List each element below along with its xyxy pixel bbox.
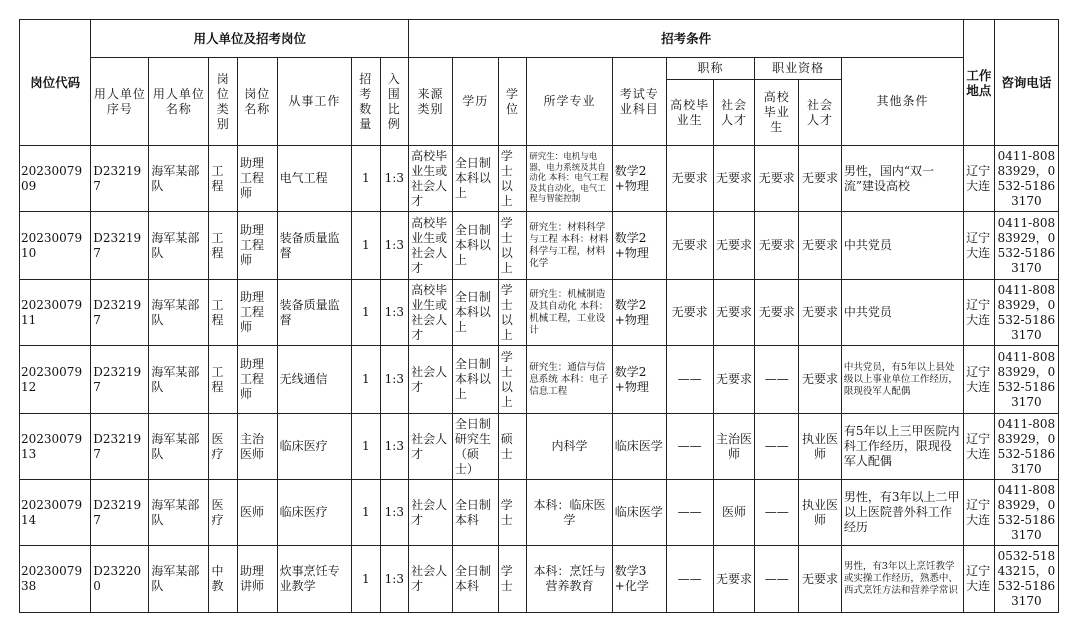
education-cell: 全日制本科以上 <box>452 280 498 346</box>
header-qual-social: 社会人才 <box>799 80 842 146</box>
major-cell: 本科：烹饪与营养教育 <box>527 546 613 613</box>
post-name-cell: 助理讲师 <box>237 546 277 613</box>
table-row <box>20 280 1059 346</box>
unit-seq-cell: D232197 <box>91 480 149 546</box>
education-cell: 全日制本科以上 <box>452 146 498 212</box>
header-unit-seq: 用人单位序号 <box>91 58 149 146</box>
post-name-cell: 主治医师 <box>237 414 277 480</box>
ratio-cell: 1:3 <box>380 546 409 613</box>
table-row <box>20 546 1059 613</box>
work-place-cell: 辽宁大连 <box>964 280 995 346</box>
title-social-cell: 主治医师 <box>713 414 755 480</box>
ratio-cell: 1:3 <box>380 146 409 212</box>
qual-social-cell: 无要求 <box>799 346 842 414</box>
other-cell: 中共党员 <box>841 212 963 280</box>
unit-seq-cell: D232197 <box>91 414 149 480</box>
title-social-cell: 无要求 <box>713 212 755 280</box>
phone-cell: 0411-80883929，0532-51863170 <box>994 414 1058 480</box>
title-graduate-cell: —— <box>666 480 713 546</box>
post-name-cell: 助理工程师 <box>237 146 277 212</box>
major-cell: 内科学 <box>527 414 613 480</box>
unit-seq-cell: D232197 <box>91 146 149 212</box>
header-qual-graduate: 高校毕业生 <box>755 80 799 146</box>
post-type-cell: 工程 <box>209 146 238 212</box>
post-type-cell: 医疗 <box>209 480 238 546</box>
title-social-cell: 医师 <box>713 480 755 546</box>
other-cell: 有5年以上三甲医院内科工作经历，限现役军人配偶 <box>841 414 963 480</box>
title-social-cell: 无要求 <box>713 146 755 212</box>
work-cell: 装备质量监督 <box>277 280 351 346</box>
header-title-group: 职称 <box>666 58 755 80</box>
table-row <box>20 346 1059 414</box>
work-cell: 无线通信 <box>277 346 351 414</box>
phone-cell: 0411-80883929，0532-51863170 <box>994 212 1058 280</box>
unit-seq-cell: D232200 <box>91 546 149 613</box>
title-graduate-cell: 无要求 <box>666 280 713 346</box>
table-row <box>20 414 1059 480</box>
exam-cell: 数学2+物理 <box>612 280 666 346</box>
other-cell: 男性，有3年以上烹饪教学或实操工作经历，熟悉中、西式烹饪方法和营养学常识 <box>841 546 963 613</box>
table-header <box>20 20 1059 146</box>
header-source: 来源类别 <box>409 58 453 146</box>
header-post-type: 岗位类别 <box>209 58 238 146</box>
count-cell: 1 <box>352 146 381 212</box>
work-cell: 装备质量监督 <box>277 212 351 280</box>
source-cell: 高校毕业生或社会人才 <box>409 212 453 280</box>
count-cell: 1 <box>352 480 381 546</box>
education-cell: 全日制本科 <box>452 546 498 613</box>
degree-cell: 学士以上 <box>498 212 527 280</box>
unit-name-cell: 海军某部队 <box>149 414 209 480</box>
source-cell: 高校毕业生或社会人才 <box>409 146 453 212</box>
qual-graduate-cell: —— <box>755 414 799 480</box>
header-count: 招考数量 <box>352 58 381 146</box>
header-title-social: 社会人才 <box>713 80 755 146</box>
unit-name-cell: 海军某部队 <box>149 280 209 346</box>
count-cell: 1 <box>352 346 381 414</box>
major-cell: 研究生：机械制造及其自动化 本科：机械工程，工业设计 <box>527 280 613 346</box>
qual-graduate-cell: —— <box>755 480 799 546</box>
exam-cell: 数学2+物理 <box>612 346 666 414</box>
header-consult-phone: 咨询电话 <box>994 20 1058 146</box>
unit-name-cell: 海军某部队 <box>149 546 209 613</box>
header-unit-group: 用人单位及招考岗位 <box>91 20 409 58</box>
qual-social-cell: 无要求 <box>799 146 842 212</box>
count-cell: 1 <box>352 546 381 613</box>
exam-cell: 数学2+物理 <box>612 212 666 280</box>
major-cell: 研究生：电机与电器，电力系统及其自动化 本科：电气工程及其自动化，电气工程与智能控制 <box>527 146 613 212</box>
qual-social-cell: 无要求 <box>799 280 842 346</box>
education-cell: 全日制本科 <box>452 480 498 546</box>
degree-cell: 硕士 <box>498 414 527 480</box>
post-name-cell: 助理工程师 <box>237 280 277 346</box>
ratio-cell: 1:3 <box>380 480 409 546</box>
unit-seq-cell: D232197 <box>91 212 149 280</box>
ratio-cell: 1:3 <box>380 346 409 414</box>
post-code-cell: 2023007913 <box>20 414 91 480</box>
unit-name-cell: 海军某部队 <box>149 212 209 280</box>
work-place-cell: 辽宁大连 <box>964 414 995 480</box>
other-cell: 男性，有3年以上二甲以上医院普外科工作经历 <box>841 480 963 546</box>
work-place-cell: 辽宁大连 <box>964 212 995 280</box>
header-ratio: 入围比例 <box>380 58 409 146</box>
phone-cell: 0532-51843215，0532-51863170 <box>994 546 1058 613</box>
header-post-name: 岗位名称 <box>237 58 277 146</box>
header-qual-group: 职业资格 <box>755 58 842 80</box>
post-name-cell: 医师 <box>237 480 277 546</box>
title-social-cell: 无要求 <box>713 346 755 414</box>
header-post-code: 岗位代码 <box>20 20 91 146</box>
unit-name-cell: 海军某部队 <box>149 346 209 414</box>
count-cell: 1 <box>352 280 381 346</box>
ratio-cell: 1:3 <box>380 212 409 280</box>
qual-graduate-cell: 无要求 <box>755 212 799 280</box>
degree-cell: 学士以上 <box>498 280 527 346</box>
header-condition-group: 招考条件 <box>409 20 964 58</box>
header-degree: 学位 <box>498 58 527 146</box>
title-graduate-cell: 无要求 <box>666 212 713 280</box>
unit-seq-cell: D232197 <box>91 280 149 346</box>
education-cell: 全日制研究生（硕士） <box>452 414 498 480</box>
title-graduate-cell: —— <box>666 414 713 480</box>
exam-cell: 临床医学 <box>612 480 666 546</box>
work-cell: 临床医疗 <box>277 414 351 480</box>
post-type-cell: 医疗 <box>209 414 238 480</box>
degree-cell: 学士 <box>498 546 527 613</box>
source-cell: 社会人才 <box>409 480 453 546</box>
header-education: 学历 <box>452 58 498 146</box>
other-cell: 男性，国内“双一流”建设高校 <box>841 146 963 212</box>
post-type-cell: 中教 <box>209 546 238 613</box>
table-row <box>20 480 1059 546</box>
phone-cell: 0411-80883929，0532-51863170 <box>994 346 1058 414</box>
unit-seq-cell: D232197 <box>91 346 149 414</box>
major-cell: 本科：临床医学 <box>527 480 613 546</box>
work-cell: 炊事烹饪专业教学 <box>277 546 351 613</box>
post-type-cell: 工程 <box>209 280 238 346</box>
exam-cell: 临床医学 <box>612 414 666 480</box>
degree-cell: 学士以上 <box>498 146 527 212</box>
header-exam: 考试专业科目 <box>612 58 666 146</box>
post-code-cell: 2023007909 <box>20 146 91 212</box>
source-cell: 社会人才 <box>409 414 453 480</box>
header-unit-name: 用人单位名称 <box>149 58 209 146</box>
phone-cell: 0411-80883929，0532-51863170 <box>994 480 1058 546</box>
work-place-cell: 辽宁大连 <box>964 346 995 414</box>
unit-name-cell: 海军某部队 <box>149 480 209 546</box>
work-cell: 临床医疗 <box>277 480 351 546</box>
count-cell: 1 <box>352 212 381 280</box>
work-cell: 电气工程 <box>277 146 351 212</box>
header-other: 其他条件 <box>841 58 963 146</box>
count-cell: 1 <box>352 414 381 480</box>
qual-social-cell: 执业医师 <box>799 480 842 546</box>
qual-graduate-cell: —— <box>755 546 799 613</box>
post-code-cell: 2023007914 <box>20 480 91 546</box>
title-social-cell: 无要求 <box>713 546 755 613</box>
major-cell: 研究生：通信与信息系统 本科：电子信息工程 <box>527 346 613 414</box>
qual-social-cell: 无要求 <box>799 212 842 280</box>
title-graduate-cell: 无要求 <box>666 146 713 212</box>
ratio-cell: 1:3 <box>380 280 409 346</box>
other-cell: 中共党员 <box>841 280 963 346</box>
qual-graduate-cell: 无要求 <box>755 146 799 212</box>
table-row <box>20 212 1059 280</box>
work-place-cell: 辽宁大连 <box>964 480 995 546</box>
table-row <box>20 146 1059 212</box>
post-code-cell: 2023007911 <box>20 280 91 346</box>
phone-cell: 0411-80883929，0532-51863170 <box>994 280 1058 346</box>
qual-graduate-cell: 无要求 <box>755 280 799 346</box>
education-cell: 全日制本科以上 <box>452 346 498 414</box>
degree-cell: 学士 <box>498 480 527 546</box>
exam-cell: 数学2+物理 <box>612 146 666 212</box>
exam-cell: 数学3+化学 <box>612 546 666 613</box>
qual-graduate-cell: —— <box>755 346 799 414</box>
post-code-cell: 2023007910 <box>20 212 91 280</box>
work-place-cell: 辽宁大连 <box>964 146 995 212</box>
table-body <box>20 146 1059 613</box>
header-major: 所学专业 <box>527 58 613 146</box>
title-graduate-cell: —— <box>666 346 713 414</box>
phone-cell: 0411-80883929，0532-51863170 <box>994 146 1058 212</box>
source-cell: 社会人才 <box>409 346 453 414</box>
title-graduate-cell: —— <box>666 546 713 613</box>
header-title-graduate: 高校毕业生 <box>666 80 713 146</box>
recruitment-table <box>19 19 1059 613</box>
post-type-cell: 工程 <box>209 346 238 414</box>
education-cell: 全日制本科以上 <box>452 212 498 280</box>
recruitment-table-page <box>19 19 1059 608</box>
post-type-cell: 工程 <box>209 212 238 280</box>
major-cell: 研究生：材料科学与工程 本科：材料科学与工程，材料化学 <box>527 212 613 280</box>
header-work-place: 工作地点 <box>964 20 995 146</box>
source-cell: 高校毕业生或社会人才 <box>409 280 453 346</box>
post-name-cell: 助理工程师 <box>237 346 277 414</box>
title-social-cell: 无要求 <box>713 280 755 346</box>
work-place-cell: 辽宁大连 <box>964 546 995 613</box>
post-name-cell: 助理工程师 <box>237 212 277 280</box>
source-cell: 社会人才 <box>409 546 453 613</box>
post-code-cell: 2023007938 <box>20 546 91 613</box>
post-code-cell: 2023007912 <box>20 346 91 414</box>
qual-social-cell: 无要求 <box>799 546 842 613</box>
ratio-cell: 1:3 <box>380 414 409 480</box>
other-cell: 中共党员，有5年以上县处级以上事业单位工作经历，限现役军人配偶 <box>841 346 963 414</box>
header-work: 从事工作 <box>277 58 351 146</box>
unit-name-cell: 海军某部队 <box>149 146 209 212</box>
qual-social-cell: 执业医师 <box>799 414 842 480</box>
degree-cell: 学士以上 <box>498 346 527 414</box>
